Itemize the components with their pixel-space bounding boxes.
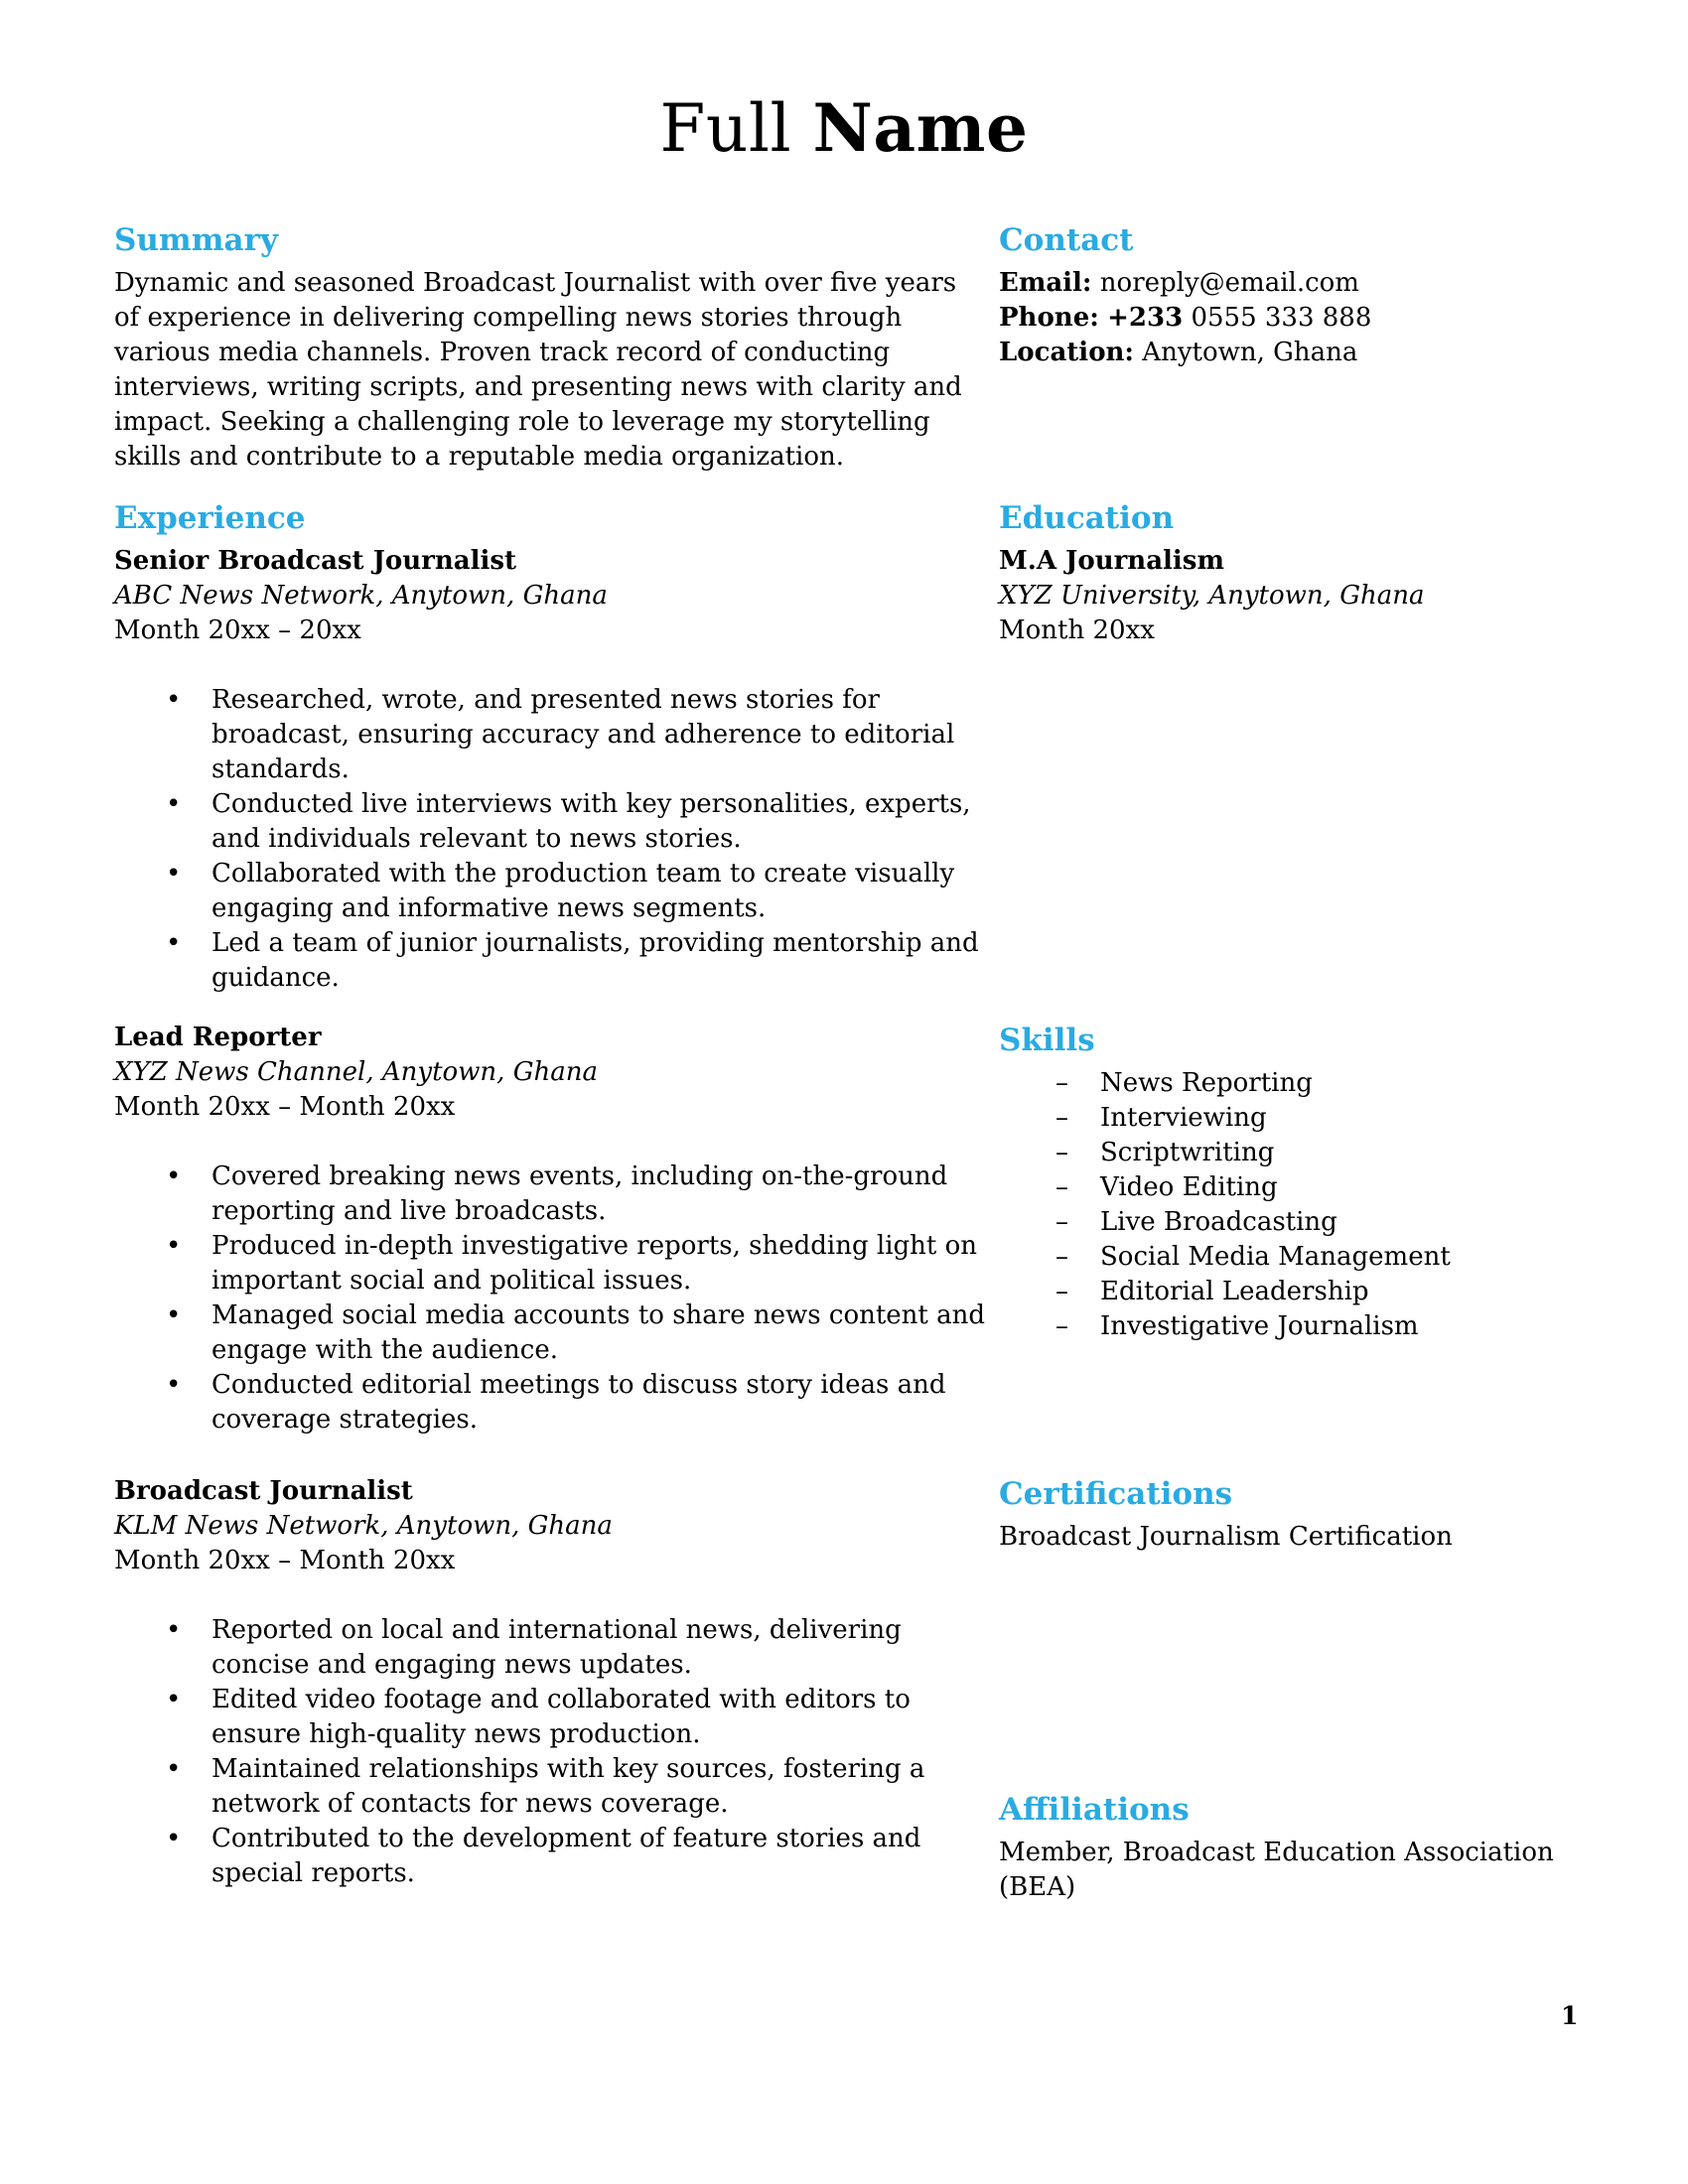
contact-location-row (999, 336, 1555, 370)
page-number: 1 (1561, 2001, 1579, 2030)
job-title: Broadcast Journalist (114, 1476, 413, 1506)
page-title (0, 91, 1688, 167)
job-bullet-list (114, 1160, 988, 1437)
skill-text: Live Broadcasting (1100, 1207, 1337, 1237)
dash-icon: – (1055, 1311, 1068, 1341)
skill-item (999, 1205, 1555, 1240)
bullet-text: Managed social media accounts to share news content and engage with the audience. (211, 1300, 986, 1365)
contact-heading: Contact (999, 222, 1134, 258)
phone-country-code: +233 (1107, 303, 1184, 333)
dash-icon: – (1055, 1207, 1068, 1237)
bullet-item (114, 857, 988, 926)
bullet-text: Covered breaking news events, including on-the-ground reporting and live broadcasts. (211, 1161, 948, 1226)
skill-text: Social Media Management (1100, 1242, 1451, 1272)
bullet-icon: • (166, 859, 182, 888)
education-heading: Education (999, 500, 1175, 536)
skill-text: Investigative Journalism (1100, 1311, 1419, 1341)
skills-heading: Skills (999, 1023, 1095, 1058)
dash-icon: – (1055, 1138, 1068, 1167)
skill-item (999, 1066, 1555, 1101)
location-label: Location: (999, 338, 1135, 367)
bullet-text: Researched, wrote, and presented news stories for broadcast, ensuring accuracy and adherence to editorial standards. (211, 685, 955, 784)
skill-text: Editorial Leadership (1100, 1277, 1369, 1306)
bullet-icon: • (166, 1231, 182, 1261)
job-company: ABC News Network, Anytown, Ghana (114, 581, 608, 611)
bullet-icon: • (166, 1685, 182, 1714)
job-title: Senior Broadcast Journalist (114, 546, 517, 576)
job-dates: Month 20xx – Month 20xx (114, 1546, 456, 1575)
skills-section (999, 1021, 1555, 1344)
bullet-item (114, 1752, 988, 1822)
skill-item (999, 1240, 1555, 1275)
summary-paragraph: Dynamic and seasoned Broadcast Journalist with over five years of experience in delivering compelling news stories through various media channels. Proven track record of conducting interviews, writing scripts, and presenting news with clarity and impact. Seeking a challenging role to leverage my storytelling skills and contribute to a reputable media organization. (114, 268, 962, 472)
bullet-icon: • (166, 928, 182, 958)
dash-icon: – (1055, 1103, 1068, 1133)
skill-item (999, 1170, 1555, 1205)
education-dates: Month 20xx (999, 615, 1155, 645)
skill-item (999, 1275, 1555, 1309)
experience-section (114, 498, 988, 996)
bullet-item (114, 1613, 988, 1683)
title-first-name: Full (659, 90, 792, 167)
bullet-item (114, 1229, 988, 1298)
skill-item (999, 1101, 1555, 1136)
skills-list (999, 1066, 1555, 1344)
bullet-item (114, 787, 988, 857)
affiliations-heading: Affiliations (999, 1792, 1190, 1828)
job-bullet-list (114, 683, 988, 996)
bullet-text: Contributed to the development of feature stories and special reports. (211, 1824, 921, 1888)
email-label: Email: (999, 268, 1092, 298)
job-company: KLM News Network, Anytown, Ghana (114, 1511, 613, 1541)
title-last-name: Name (812, 89, 1029, 167)
certifications-heading: Certifications (999, 1476, 1233, 1512)
contact-section (999, 220, 1555, 370)
job-dates: Month 20xx – 20xx (114, 615, 361, 645)
job-dates: Month 20xx – Month 20xx (114, 1092, 456, 1122)
bullet-text: Reported on local and international news, delivering concise and engaging news updates. (211, 1615, 902, 1680)
bullet-item (114, 1160, 988, 1229)
certification-text: Broadcast Journalism Certification (999, 1522, 1453, 1552)
phone-value: 0555 333 888 (1191, 303, 1372, 333)
skill-text: Scriptwriting (1100, 1138, 1275, 1167)
experience-heading: Experience (114, 500, 306, 536)
job-section (114, 1021, 988, 1437)
bullet-icon: • (166, 685, 182, 715)
skill-text: Interviewing (1100, 1103, 1267, 1133)
education-section (999, 498, 1555, 648)
bullet-icon: • (166, 1824, 182, 1853)
bullet-item (114, 1298, 988, 1368)
job-bullet-list (114, 1613, 988, 1891)
affiliations-section (999, 1790, 1555, 1905)
email-value: noreply@email.com (1099, 268, 1359, 298)
skill-text: Video Editing (1100, 1172, 1278, 1202)
skill-item (999, 1309, 1555, 1344)
bullet-icon: • (166, 1615, 182, 1645)
dash-icon: – (1055, 1172, 1068, 1202)
bullet-icon: • (166, 1300, 182, 1330)
bullet-item (114, 926, 988, 996)
skill-text: News Reporting (1100, 1068, 1313, 1098)
bullet-item (114, 1683, 988, 1752)
contact-phone-row (999, 301, 1555, 336)
job-company: XYZ News Channel, Anytown, Ghana (114, 1057, 598, 1087)
education-degree: M.A Journalism (999, 546, 1224, 576)
bullet-text: Led a team of junior journalists, providing mentorship and guidance. (211, 928, 979, 993)
job-section (114, 1474, 988, 1891)
affiliation-text: Member, Broadcast Education Association (BEA) (999, 1838, 1554, 1902)
dash-icon: – (1055, 1277, 1068, 1306)
summary-section (114, 220, 988, 475)
dash-icon: – (1055, 1068, 1068, 1098)
education-school: XYZ University, Anytown, Ghana (999, 581, 1425, 611)
bullet-text: Edited video footage and collaborated with editors to ensure high-quality news production. (211, 1685, 911, 1749)
bullet-text: Conducted live interviews with key personalities, experts, and individuals relevant to news stories. (211, 789, 971, 854)
contact-email-row (999, 266, 1555, 301)
job-title: Lead Reporter (114, 1023, 322, 1052)
bullet-text: Conducted editorial meetings to discuss story ideas and coverage strategies. (211, 1370, 946, 1434)
bullet-icon: • (166, 789, 182, 819)
dash-icon: – (1055, 1242, 1068, 1272)
certifications-section (999, 1474, 1555, 1555)
bullet-item (114, 1368, 988, 1437)
bullet-text: Maintained relationships with key sources, fostering a network of contacts for news coverage. (211, 1754, 925, 1819)
bullet-text: Collaborated with the production team to create visually engaging and informative news segments. (211, 859, 955, 923)
bullet-icon: • (166, 1161, 182, 1191)
bullet-icon: • (166, 1370, 182, 1400)
bullet-item (114, 683, 988, 787)
bullet-item (114, 1822, 988, 1891)
phone-label: Phone: (999, 303, 1099, 333)
location-value: Anytown, Ghana (1142, 338, 1358, 367)
skill-item (999, 1136, 1555, 1170)
summary-heading: Summary (114, 222, 278, 258)
bullet-icon: • (166, 1754, 182, 1784)
bullet-text: Produced in-depth investigative reports, shedding light on important social and political issues. (211, 1231, 978, 1296)
